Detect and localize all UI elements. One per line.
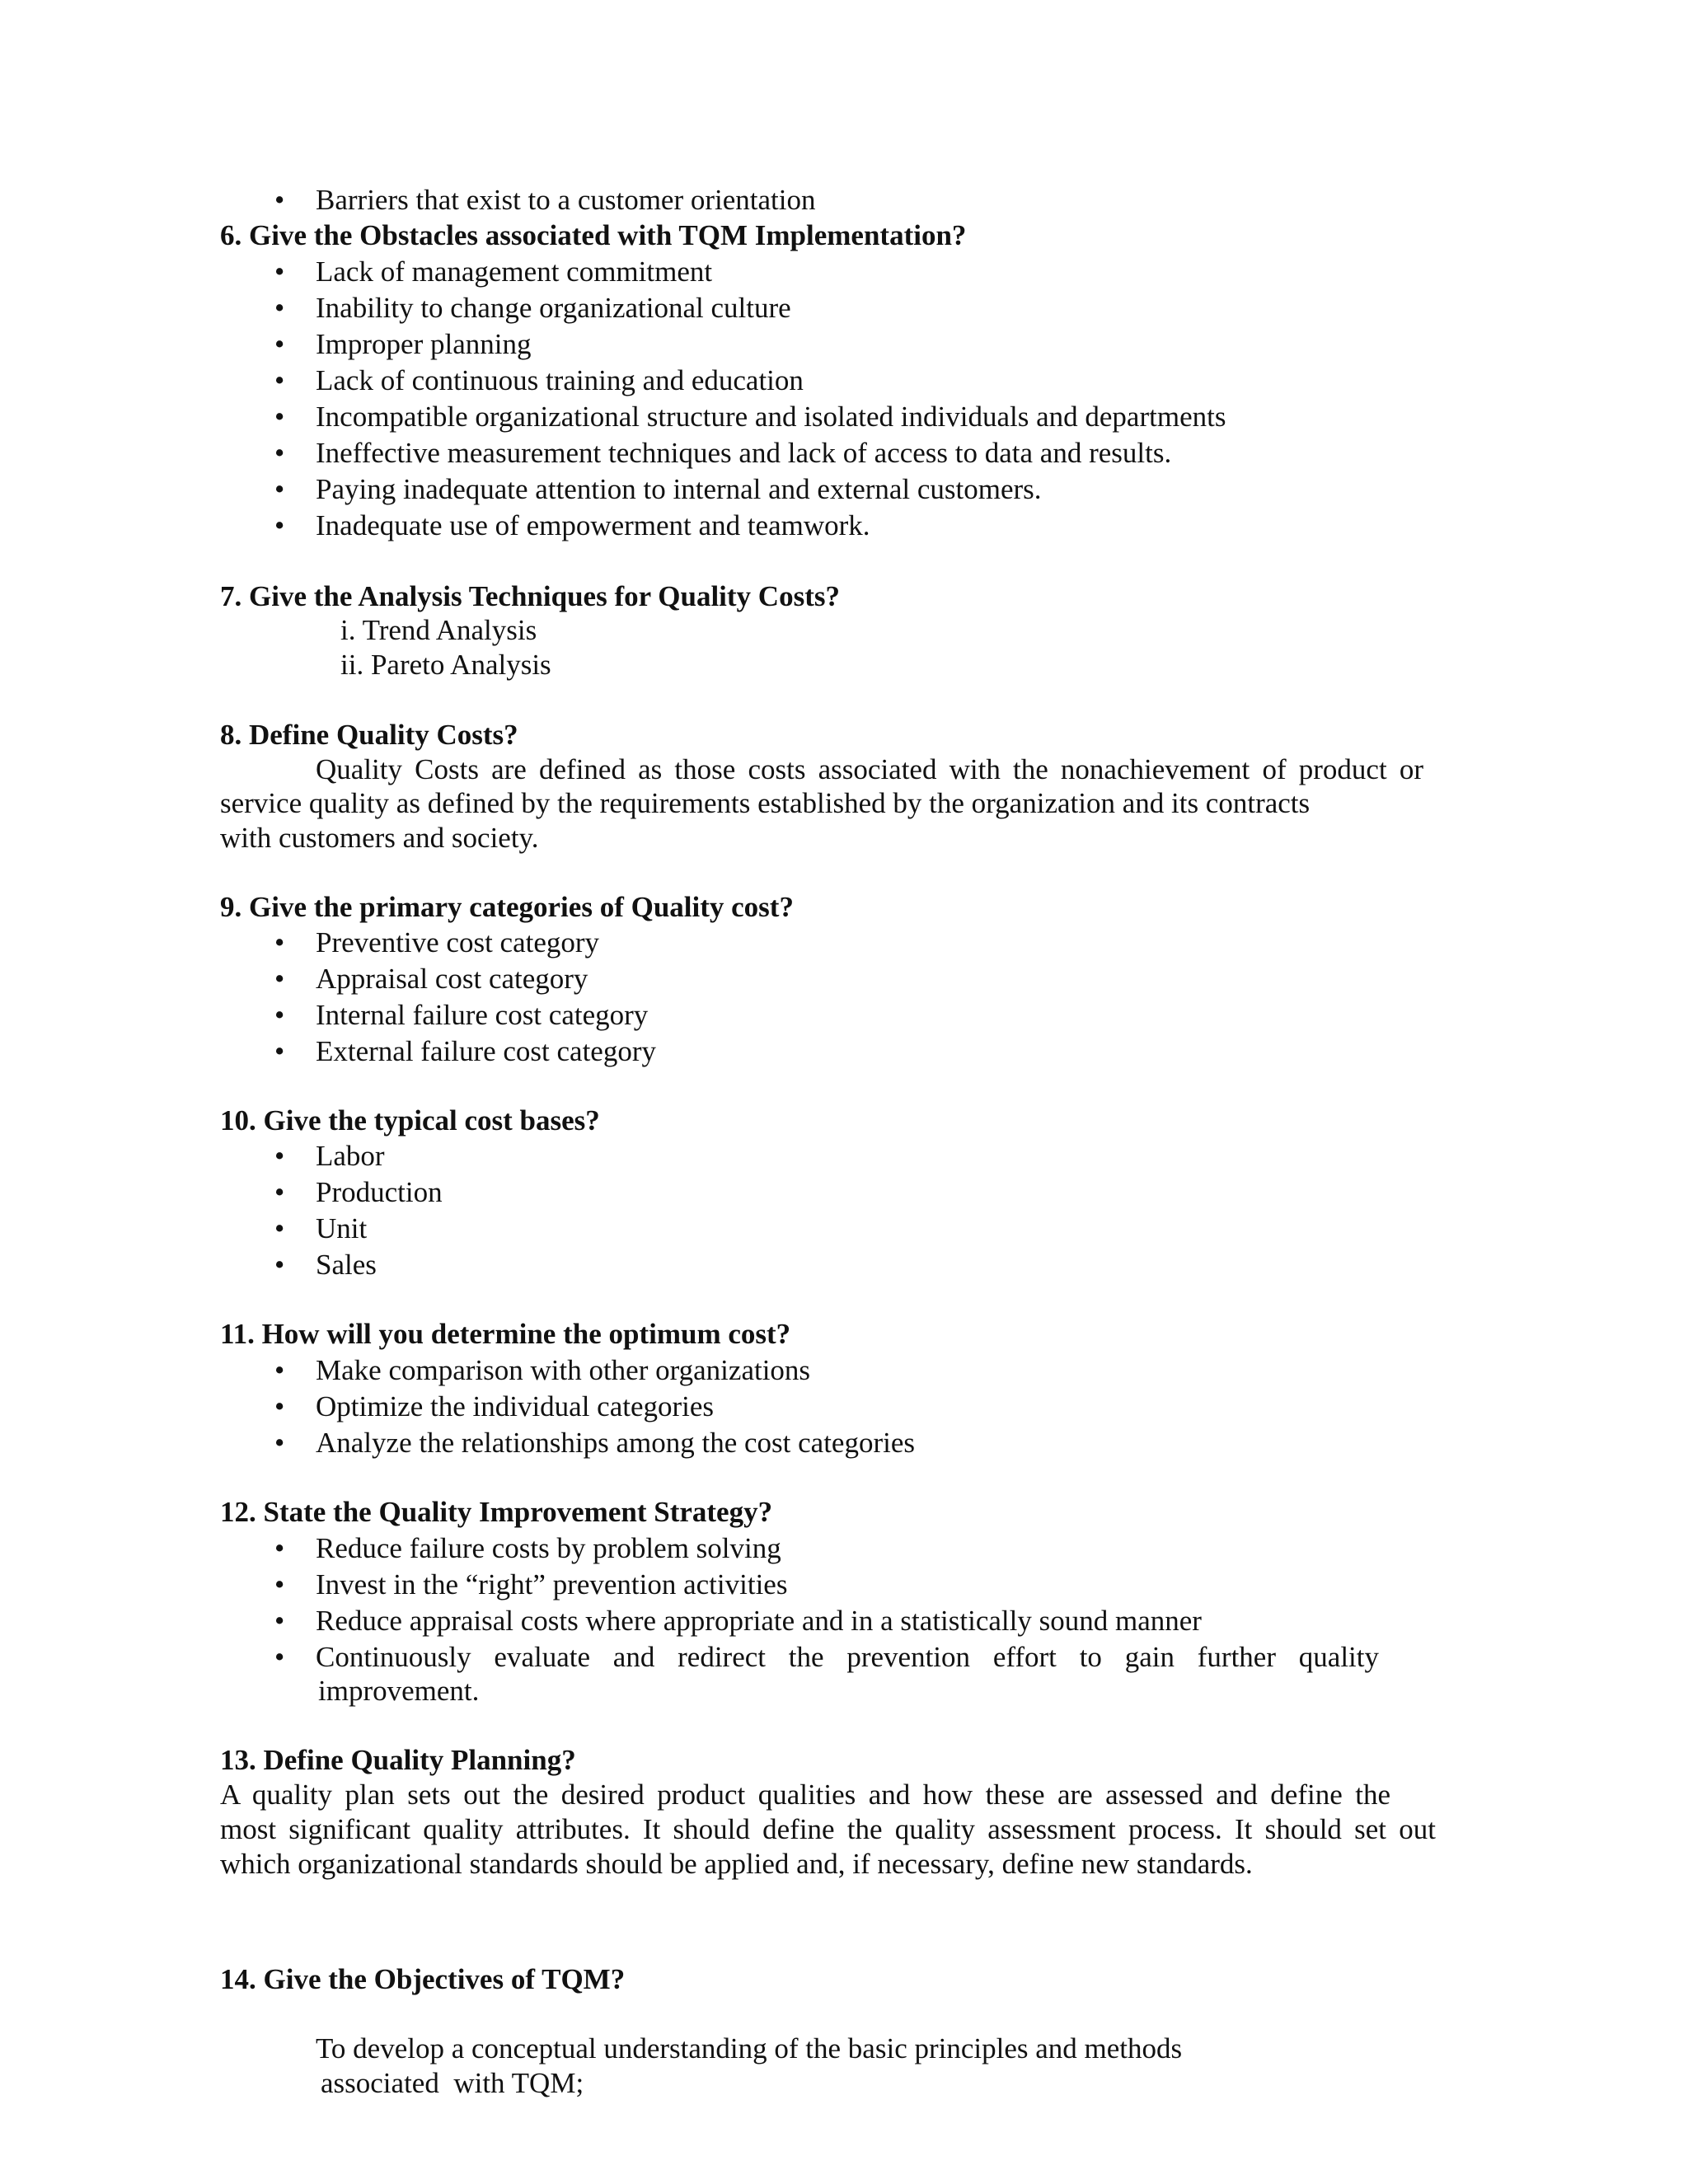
question-heading: 8. Define Quality Costs? bbox=[220, 719, 518, 751]
list-item: Appraisal cost category bbox=[316, 963, 588, 995]
bullet-marker: • bbox=[274, 473, 285, 505]
list-item: Invest in the “right” prevention activities bbox=[316, 1568, 788, 1601]
list-item: Continuously evaluate and redirect the prevention effort to gain further quality bbox=[316, 1641, 1379, 1673]
list-item: Inability to change organizational culture bbox=[316, 292, 791, 324]
list-item: Reduce failure costs by problem solving bbox=[316, 1532, 781, 1564]
bullet-marker: • bbox=[274, 328, 285, 360]
bullet-marker: • bbox=[274, 509, 285, 541]
list-item: Lack of continuous training and education bbox=[316, 364, 804, 396]
list-item: Reduce appraisal costs where appropriate and in a statistically sound manner bbox=[316, 1605, 1202, 1637]
list-item: Labor bbox=[316, 1140, 385, 1172]
question-heading: 10. Give the typical cost bases? bbox=[220, 1104, 600, 1137]
bullet-marker: • bbox=[274, 926, 285, 958]
bullet-marker: • bbox=[274, 364, 285, 396]
list-item: Sales bbox=[316, 1249, 377, 1281]
bullet-marker: • bbox=[274, 1035, 285, 1067]
paragraph-line: which organizational standards should be applied and, if necessary, define new standards. bbox=[220, 1848, 1253, 1880]
paragraph-line: most significant quality attributes. It should define the quality assessment process. It should set out bbox=[220, 1813, 1436, 1845]
bullet-marker: • bbox=[274, 292, 285, 324]
list-item: Production bbox=[316, 1176, 443, 1208]
bullet-marker: • bbox=[274, 1176, 285, 1208]
bullet-marker: • bbox=[274, 1605, 285, 1637]
paragraph-line: with customers and society. bbox=[220, 822, 539, 854]
list-item: External failure cost category bbox=[316, 1035, 656, 1067]
bullet-marker: • bbox=[274, 1249, 285, 1281]
bullet-marker: • bbox=[274, 1532, 285, 1564]
bullet-marker: • bbox=[274, 1568, 285, 1601]
bullet-marker: • bbox=[274, 999, 285, 1031]
bullet-marker: • bbox=[274, 255, 285, 288]
question-heading: 9. Give the primary categories of Quality cost? bbox=[220, 891, 794, 923]
list-item: Analyze the relationships among the cost categories bbox=[316, 1427, 915, 1459]
bullet-marker: • bbox=[274, 1641, 285, 1673]
paragraph-line: A quality plan sets out the desired product qualities and how these are assessed and define the bbox=[220, 1779, 1390, 1811]
list-item: Inadequate use of empowerment and teamwork. bbox=[316, 509, 870, 541]
list-item: Incompatible organizational structure and isolated individuals and departments bbox=[316, 401, 1226, 433]
bullet-marker: • bbox=[274, 963, 285, 995]
list-item: i. Trend Analysis bbox=[340, 614, 537, 646]
list-item: Barriers that exist to a customer orientation bbox=[316, 184, 816, 216]
bullet-marker: • bbox=[274, 1140, 285, 1172]
question-heading: 11. How will you determine the optimum cost? bbox=[220, 1318, 791, 1350]
list-item: Make comparison with other organizations bbox=[316, 1354, 811, 1386]
list-item: Paying inadequate attention to internal and external customers. bbox=[316, 473, 1042, 505]
bullet-marker: • bbox=[274, 437, 285, 469]
bullet-marker: • bbox=[274, 401, 285, 433]
paragraph-line: associated with TQM; bbox=[321, 2067, 584, 2099]
list-item: ii. Pareto Analysis bbox=[340, 649, 551, 681]
paragraph-line: Quality Costs are defined as those costs associated with the nonachievement of product or bbox=[316, 753, 1423, 785]
list-item: Unit bbox=[316, 1212, 368, 1244]
bullet-marker: • bbox=[274, 184, 285, 216]
list-item: Ineffective measurement techniques and lack of access to data and results. bbox=[316, 437, 1172, 469]
list-item: Preventive cost category bbox=[316, 926, 600, 958]
question-heading: 14. Give the Objectives of TQM? bbox=[220, 1963, 626, 1995]
list-item: Optimize the individual categories bbox=[316, 1390, 715, 1422]
bullet-marker: • bbox=[274, 1427, 285, 1459]
list-item: Lack of management commitment bbox=[316, 255, 713, 288]
paragraph-line: To develop a conceptual understanding of the basic principles and methods bbox=[316, 2032, 1183, 2064]
bullet-marker: • bbox=[274, 1212, 285, 1244]
question-heading: 13. Define Quality Planning? bbox=[220, 1744, 576, 1776]
paragraph-line: service quality as defined by the requirements established by the organization and its contracts bbox=[220, 787, 1311, 819]
list-item: Improper planning bbox=[316, 328, 532, 360]
question-heading: 7. Give the Analysis Techniques for Quality Costs? bbox=[220, 580, 840, 612]
list-item-continuation: improvement. bbox=[318, 1675, 480, 1707]
bullet-marker: • bbox=[274, 1390, 285, 1422]
bullet-marker: • bbox=[274, 1354, 285, 1386]
question-heading: 6. Give the Obstacles associated with TQM Implementation? bbox=[220, 219, 967, 251]
question-heading: 12. State the Quality Improvement Strategy? bbox=[220, 1496, 773, 1528]
list-item: Internal failure cost category bbox=[316, 999, 649, 1031]
